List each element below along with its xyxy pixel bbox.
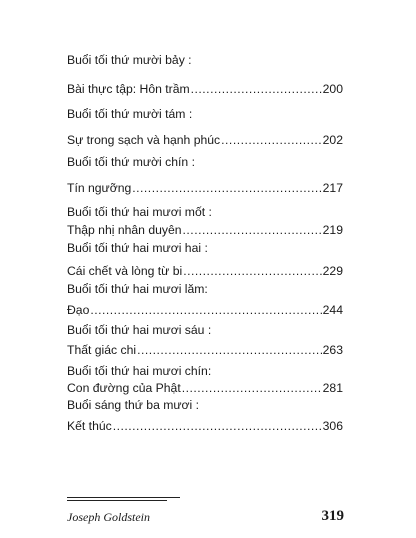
toc-entry-title: Thập nhị nhân duyên xyxy=(67,223,182,237)
toc-entry[interactable] xyxy=(67,263,343,279)
toc-entry[interactable] xyxy=(67,81,343,97)
toc-entry[interactable] xyxy=(67,342,343,358)
dot-leader xyxy=(132,180,321,196)
toc-entry-page: 229 xyxy=(322,264,343,278)
toc-section-heading: Buổi tối thứ mười tám : xyxy=(67,107,193,121)
toc-entry-page: 217 xyxy=(322,181,343,195)
toc-entry-title: Tín ngưỡng xyxy=(67,181,132,195)
toc-section-heading: Buổi tối thứ mười bảy : xyxy=(67,53,192,67)
footer-page-number: 319 xyxy=(321,508,344,524)
toc-entry-title: Thất giác chi xyxy=(67,343,137,357)
toc-entry-title: Cái chết và lòng từ bi xyxy=(67,264,183,278)
toc-entry-page: 306 xyxy=(322,419,343,433)
toc-entry[interactable] xyxy=(67,302,343,318)
toc-section-heading: Buổi tối thứ hai mươi mốt : xyxy=(67,205,212,219)
toc-entry-page: 263 xyxy=(322,343,343,357)
footer-rule xyxy=(67,497,180,498)
toc-entry-title: Đạo xyxy=(67,303,90,317)
toc-section-heading: Buổi tối thứ hai mươi sáu : xyxy=(67,323,212,337)
toc-entry[interactable] xyxy=(67,222,343,238)
toc-entry-page: 219 xyxy=(322,223,343,237)
toc-entry[interactable] xyxy=(67,418,343,434)
toc-entry-page: 202 xyxy=(322,133,343,147)
dot-leader xyxy=(113,418,322,434)
toc-entry-page: 200 xyxy=(322,82,343,96)
toc-entry-title: Con đường của Phật xyxy=(67,381,181,395)
dot-leader xyxy=(183,263,321,279)
toc-section-heading: Buổi tối thứ hai mươi lăm: xyxy=(67,282,208,296)
footer-rule xyxy=(67,500,167,501)
dot-leader xyxy=(191,81,322,97)
dot-leader xyxy=(221,132,322,148)
dot-leader xyxy=(182,380,322,396)
toc-entry-title: Bài thực tập: Hôn trầm xyxy=(67,82,190,96)
dot-leader xyxy=(137,342,322,358)
toc-entry-title: Kết thúc xyxy=(67,419,112,433)
toc-entry-page: 244 xyxy=(322,303,343,317)
toc-entry[interactable] xyxy=(67,180,343,196)
dot-leader xyxy=(90,302,321,318)
toc-entry[interactable] xyxy=(67,380,343,396)
toc-section-heading: Buổi sáng thứ ba mươi : xyxy=(67,398,200,412)
footer-author: Joseph Goldstein xyxy=(67,510,150,524)
toc-section-heading: Buổi tối thứ hai mươi hai : xyxy=(67,241,208,255)
dot-leader xyxy=(183,222,322,238)
toc-entry-title: Sự trong sạch và hạnh phúc xyxy=(67,133,221,147)
toc-section-heading: Buổi tối thứ hai mươi chín: xyxy=(67,364,212,378)
toc-entry[interactable] xyxy=(67,132,343,148)
toc-entry-page: 281 xyxy=(322,381,343,395)
toc-section-heading: Buổi tối thứ mười chín : xyxy=(67,155,195,169)
